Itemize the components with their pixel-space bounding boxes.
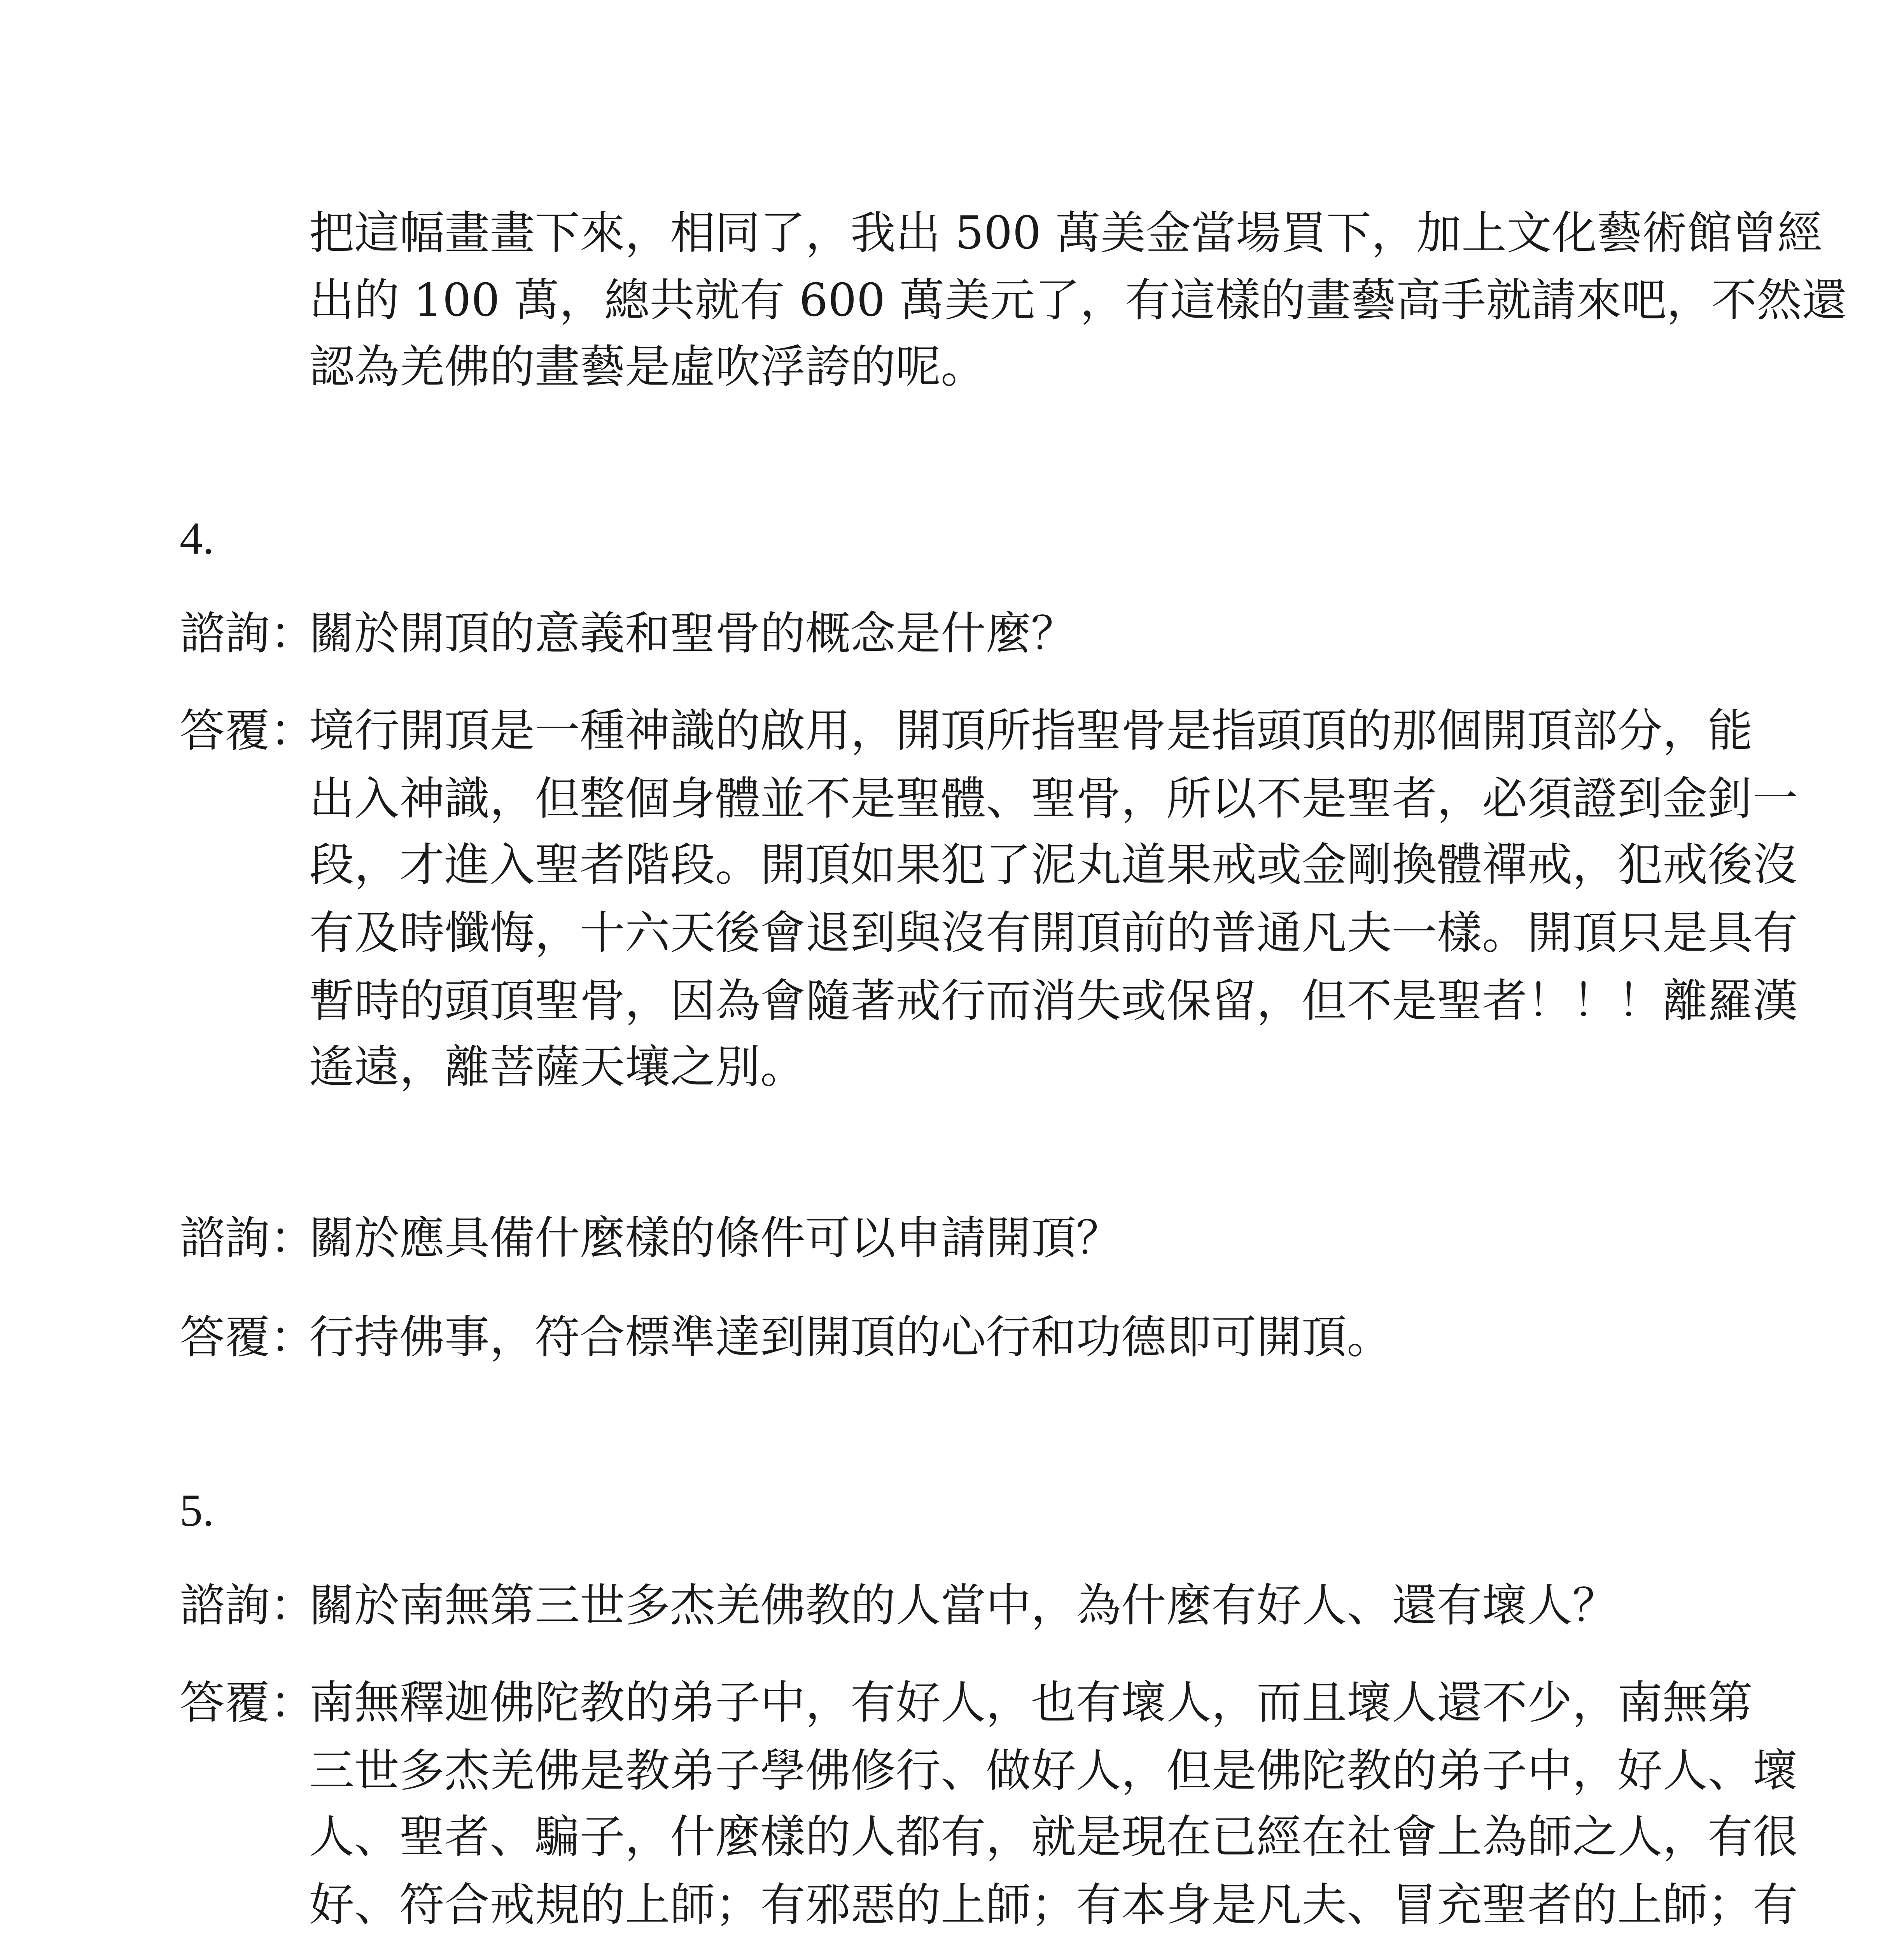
answer-text-line-1: 南無釋迦佛陀教的弟子中，有好人，也有壞人，而且壞人還不少，南無第 — [309, 1677, 1753, 1729]
intro-line-3: 認為羌佛的畫藝是虛吹浮誇的呢。 — [309, 341, 986, 393]
question-text: 關於南無第三世多杰羌佛教的人當中，為什麼有好人、還有壞人？ — [309, 1579, 1617, 1632]
answer-text-line-6: 遙遠，離菩薩天壤之別。 — [309, 1041, 805, 1093]
answer-label: 答覆： — [180, 1311, 315, 1364]
question-text: 關於開頂的意義和聖骨的概念是什麼？ — [309, 607, 1076, 660]
answer-text-line-1: 境行開頂是一種神識的啟用，開頂所指聖骨是指頭頂的那個開頂部分，能 — [309, 705, 1753, 757]
question-label: 諮詢： — [180, 607, 315, 660]
section-4-number: 4. — [180, 513, 214, 564]
section-4-question-2 — [180, 1207, 1121, 1269]
answer-text-line-2: 三世多杰羌佛是教弟子學佛修行、做好人，但是佛陀教的弟子中，好人、壞 — [309, 1745, 1798, 1797]
intro-line-2: 出的 100 萬，總共就有 600 萬美元了，有這樣的畫藝高手就請來吧，不然還 — [309, 274, 1847, 327]
answer-text-line-4: 有及時懺悔，十六天後會退到與沒有開頂前的普通凡夫一樣。開頂只是具有 — [309, 907, 1798, 959]
question-label: 諮詢： — [180, 1579, 315, 1632]
section-4-answer-1-first-line — [180, 700, 1753, 762]
answer-text-line-2: 出入神識，但整個身體並不是聖體、聖骨，所以不是聖者，必須證到金釗一 — [309, 773, 1798, 825]
intro-line-1: 把這幅畫畫下來，相同了，我出 500 萬美金當場買下，加上文化藝術館曾經 — [309, 207, 1823, 259]
answer-label: 答覆： — [180, 705, 315, 757]
answer-text-line-3: 段，才進入聖者階段。開頂如果犯了泥丸道果戒或金剛換體禪戒，犯戒後沒 — [309, 839, 1798, 891]
answer-text-line-5: 暫時的頭頂聖骨，因為會隨著戒行而消失或保留，但不是聖者！！！離羅漢 — [309, 975, 1798, 1027]
question-label: 諮詢： — [180, 1212, 315, 1264]
section-4-question-1 — [180, 603, 1076, 665]
section-4-answer-2 — [180, 1306, 1392, 1369]
section-5-number: 5. — [180, 1485, 214, 1536]
question-text: 關於應具備什麼樣的條件可以申請開頂？ — [309, 1212, 1121, 1264]
answer-text-line-3: 人、聖者、騙子，什麼樣的人都有，就是現在已經在社會上為師之人，有很 — [309, 1811, 1798, 1863]
section-5-question — [180, 1575, 1617, 1637]
answer-text-line-4: 好、符合戒規的上師；有邪惡的上師；有本身是凡夫、冒充聖者的上師；有 — [309, 1879, 1798, 1931]
answer-text: 行持佛事，符合標準達到開頂的心行和功德即可開頂。 — [309, 1311, 1392, 1364]
answer-label: 答覆： — [180, 1677, 315, 1729]
section-5-answer-first-line — [180, 1672, 1753, 1734]
